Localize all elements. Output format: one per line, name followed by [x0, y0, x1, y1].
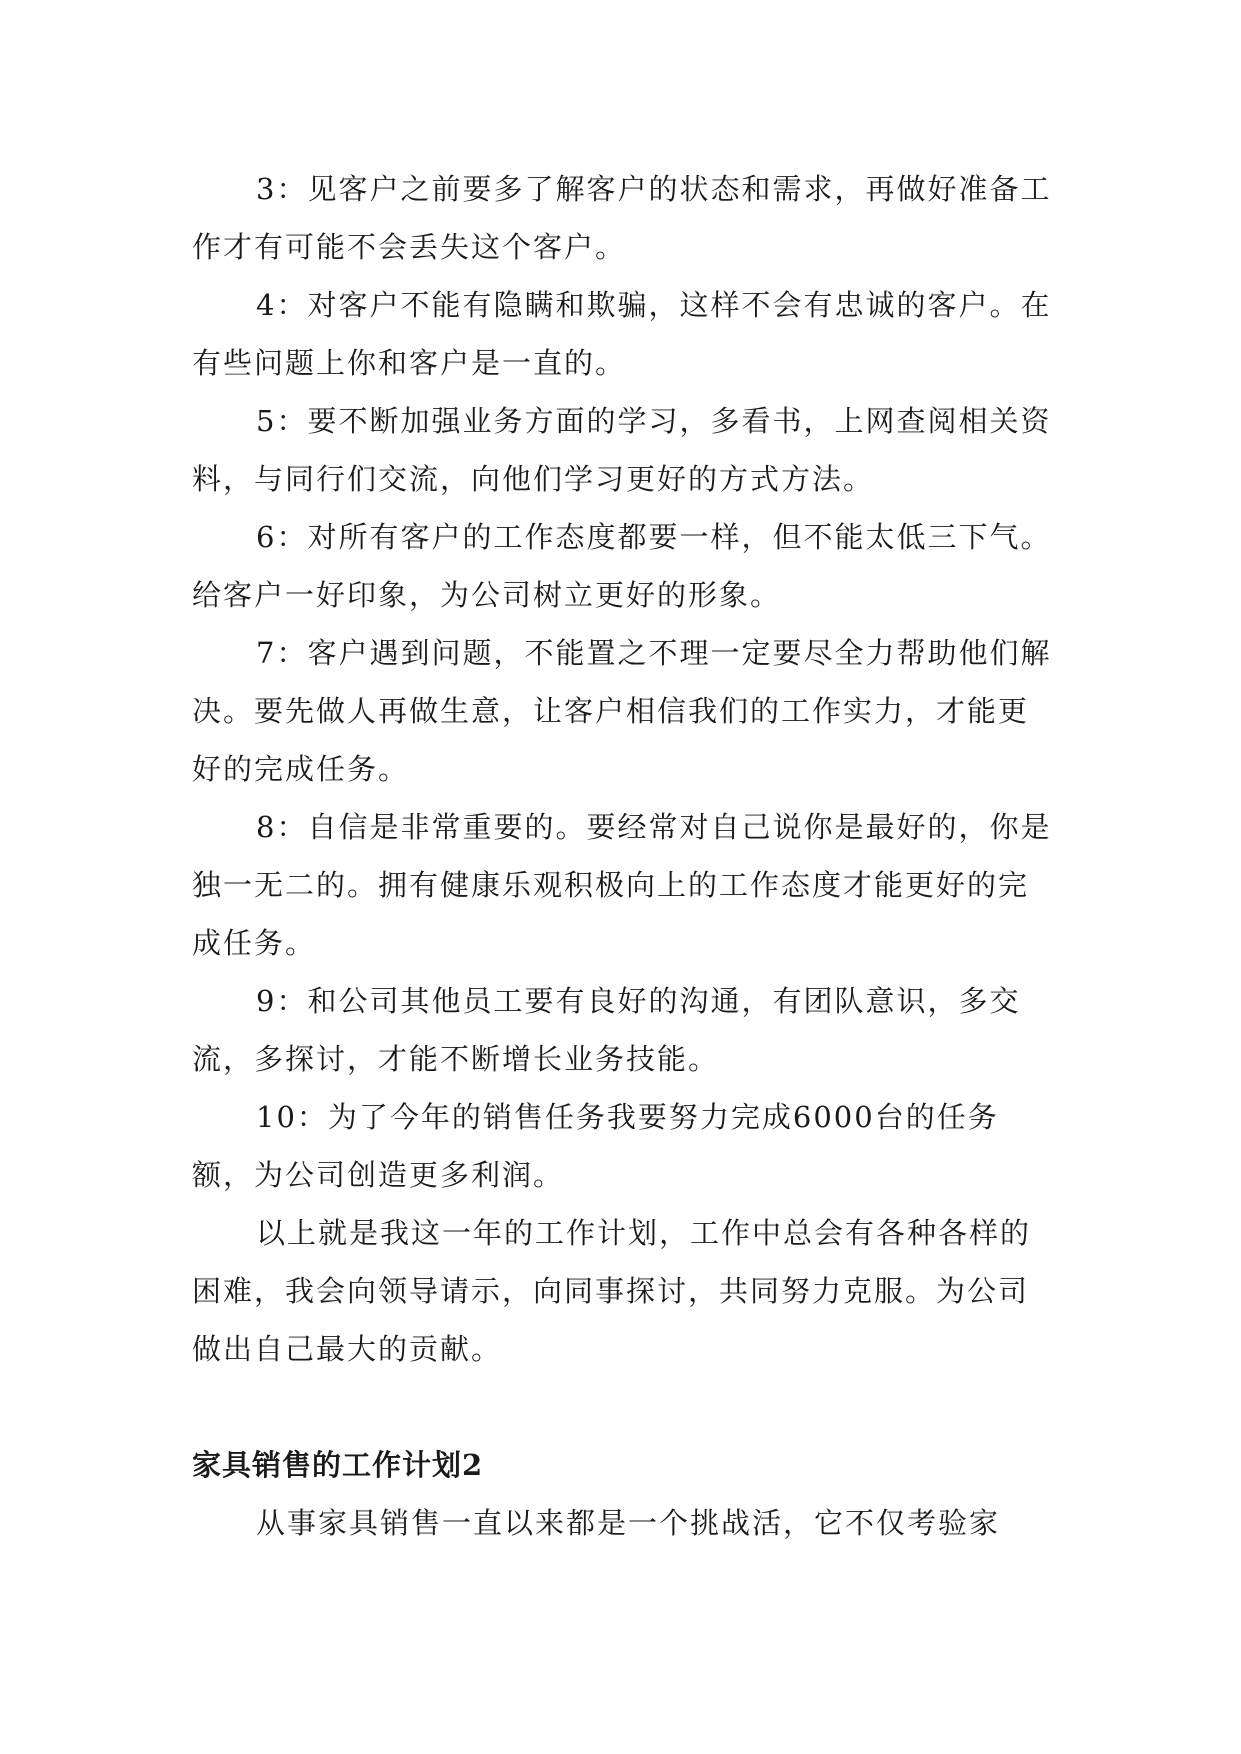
paragraph-summary: 以上就是我这一年的工作计划，工作中总会有各种各样的困难，我会向领导请示，向同事探讨，共同努力克服。为公司做出自己最大的贡献。 [192, 1216, 1032, 1366]
paragraph-item-10: 10：为了今年的销售任务我要努力完成6000台的任务额，为公司创造更多利润。 [192, 1100, 999, 1192]
paragraph-item-5: 5：要不断加强业务方面的学习，多看书，上网查阅相关资料，与同行们交流，向他们学习更好的方式方法。 [192, 404, 1052, 496]
section-heading: 家具销售的工作计划2 [192, 1448, 484, 1482]
document-body [192, 160, 1052, 1552]
paragraph-item-9: 9：和公司其他员工要有良好的沟通，有团队意识，多交流，多探讨，才能不断增长业务技能。 [192, 984, 1021, 1076]
paragraph-item-8: 8：自信是非常重要的。要经常对自己说你是最好的，你是独一无二的。拥有健康乐观积极向上的工作态度才能更好的完成任务。 [192, 810, 1052, 960]
paragraph-item-4: 4：对客户不能有隐瞒和欺骗，这样不会有忠诚的客户。在有些问题上你和客户是一直的。 [192, 288, 1052, 380]
paragraph-item-6: 6：对所有客户的工作态度都要一样，但不能太低三下气。给客户一好印象，为公司树立更好的形象。 [192, 520, 1052, 612]
paragraph-item-7: 7：客户遇到问题，不能置之不理一定要尽全力帮助他们解决。要先做人再做生意，让客户相信我们的工作实力，才能更好的完成任务。 [192, 636, 1052, 786]
paragraph-item-3: 3：见客户之前要多了解客户的状态和需求，再做好准备工作才有可能不会丢失这个客户。 [192, 172, 1052, 264]
paragraph-intro: 从事家具销售一直以来都是一个挑战活，它不仅考验家 [256, 1506, 1001, 1540]
